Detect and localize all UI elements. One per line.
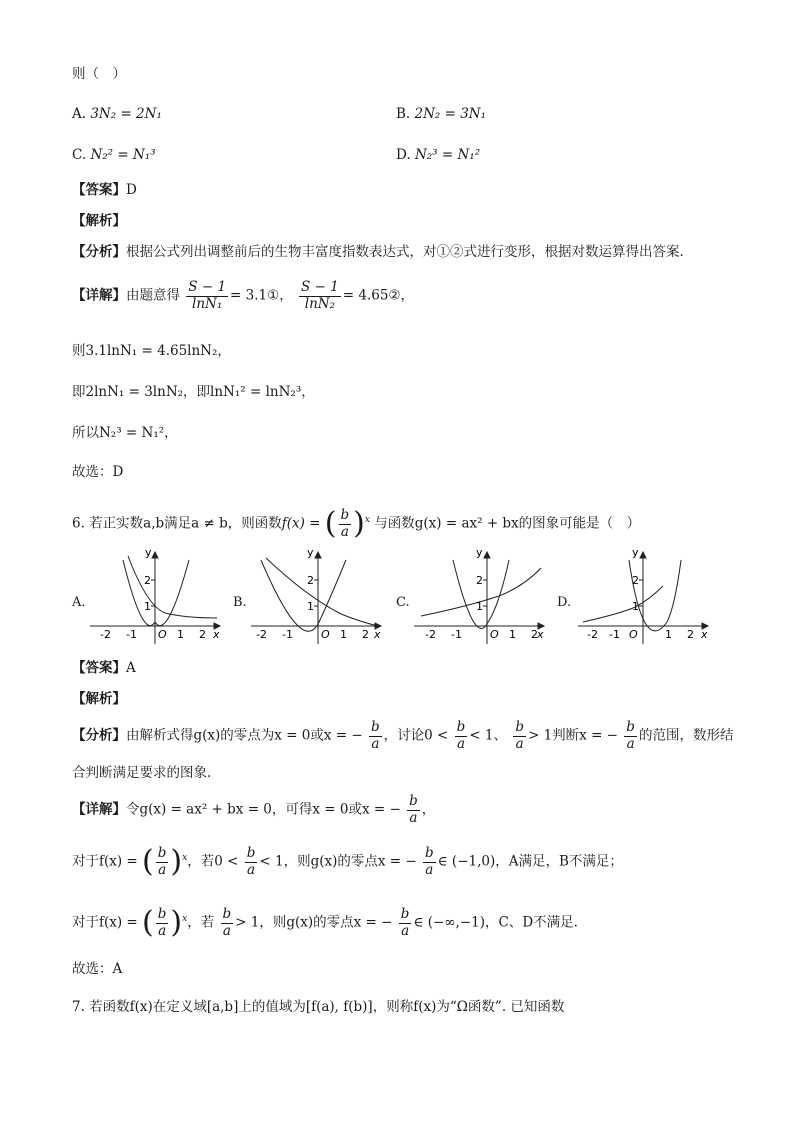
q6-fenxi-line2: 合判断满足要求的图象.: [72, 765, 212, 781]
q6-xiangjie: 【详解】令g(x) = ax² + bx = 0，可得x = 0或x = − $\frac{b}{a}$ ，: [72, 793, 436, 826]
q6-choose: 故选：A: [72, 961, 123, 977]
q5-step3: 所以N₂³ = N₁²，: [72, 425, 178, 441]
graph-c: [409, 546, 549, 646]
tick-y-d-1: 1: [632, 600, 639, 613]
q5-xiangjie: 【详解】由题意得 $\frac{S - 1}{\text{lnN₁}}$ = 3.1①， $\frac{S - 1}{\text{lnN₂}}$ = 4.65②，: [72, 279, 415, 312]
q5-option-d: D. N₂³ = N₁²: [396, 147, 481, 163]
q5-choose: 故选：D: [72, 464, 124, 480]
axis-o-c: O: [490, 628, 499, 641]
axis-x-b: x: [374, 628, 381, 641]
tick-x-d-4: 2: [687, 628, 694, 641]
axis-y-d: y: [632, 546, 639, 559]
q5-answer: 【答案】D: [72, 182, 137, 198]
tick-x-b-3: 1: [340, 628, 347, 641]
tick-x-d-2: -1: [609, 628, 620, 641]
tick-x-d-3: 1: [665, 628, 672, 641]
graph-label-a: A.: [72, 595, 86, 610]
axis-y-a: y: [145, 546, 152, 559]
q5-analysis-tag: 【解析】: [72, 213, 126, 229]
tick-y-a-1: 1: [144, 600, 151, 613]
q6-answer: 【答案】A: [72, 660, 136, 676]
graph-label-c: C.: [396, 595, 410, 610]
q7-stem: 7. 若函数f(x)在定义域[a,b]上的值域为[f(a), f(b)]，则称f(x)为“Ω函数”. 已知函数: [72, 999, 565, 1015]
q5-fenxi: 【分析】根据公式列出调整前后的生物丰富度指数表达式，对①②式进行变形，根据对数运算得出答案.: [72, 244, 684, 260]
tick-y-b-2: 2: [307, 574, 314, 587]
tick-x-b-4: 2: [362, 628, 369, 641]
q6-fenxi: 【分析】由解析式得g(x)的零点为x = 0或x = − $\frac{b}{a}$ ，讨论0 < $\frac{b}{a}$ < 1、 $\frac{b}{a}$ > 1判断x = − $\frac{b}{a}$ 的范围，数形结: [72, 719, 734, 752]
axis-o-a: O: [158, 628, 167, 641]
tick-x-a-4: 2: [199, 628, 206, 641]
q5-tail: 则（ ）: [72, 66, 126, 82]
tick-x-c-4: 2: [531, 628, 538, 641]
tick-y-c-1: 1: [476, 600, 483, 613]
tick-x-a-3: 1: [177, 628, 184, 641]
tick-y-a-2: 2: [144, 574, 151, 587]
axis-x-d: x: [701, 628, 708, 641]
q5-step2: 即2lnN₁ = 3lnN₂，即lnN₁² = lnN₂³，: [72, 384, 315, 400]
graph-d: [573, 546, 713, 646]
tick-y-b-1: 1: [307, 600, 314, 613]
axis-y-b: y: [307, 546, 314, 559]
tick-x-c-2: -1: [451, 628, 462, 641]
q5-option-c: C. N₂² = N₁³: [72, 147, 156, 163]
q5-option-b: B. 2N₂ = 3N₁: [396, 106, 487, 122]
axis-x-c: x: [537, 628, 544, 641]
axis-o-b: O: [321, 628, 330, 641]
tick-y-c-2: 2: [476, 574, 483, 587]
graph-a: [85, 546, 225, 646]
q6-stem: 6. 若正实数a,b满足a ≠ b，则函数f(x) = ( $\frac{b}{a}$ )$^x$ 与函数g(x) = ax² + bx的图象可能是（ ）: [72, 506, 641, 542]
axis-o-d: O: [629, 628, 638, 641]
axis-y-c: y: [476, 546, 483, 559]
q6-case1: 对于f(x) = ( $\frac{b}{a}$ )$^x$，若0 < $\frac{b}{a}$ < 1，则g(x)的零点x = − $\frac{b}{a}$ ∈ (−1,0)，A满足，B不满足；: [72, 844, 623, 880]
q6-case2: 对于f(x) = ( $\frac{b}{a}$ )$^x$，若 $\frac{b}{a}$ > 1，则g(x)的零点x = − $\frac{b}{a}$ ∈ (−∞,−1)，C、D不满足.: [72, 905, 578, 941]
q5-option-a: A. 3N₂ = 2N₁: [72, 106, 162, 122]
graph-label-d: D.: [557, 595, 572, 610]
tick-x-b-2: -1: [282, 628, 293, 641]
tick-x-d-1: -2: [587, 628, 598, 641]
graph-label-b: B.: [233, 595, 247, 610]
tick-x-c-3: 1: [509, 628, 516, 641]
q5-step1: 则3.1lnN₁ = 4.65lnN₂，: [72, 343, 231, 359]
q6-analysis-tag: 【解析】: [72, 691, 126, 707]
tick-x-c-1: -2: [425, 628, 436, 641]
tick-x-a-1: -2: [100, 628, 111, 641]
tick-x-a-2: -1: [126, 628, 137, 641]
tick-y-d-2: 2: [632, 574, 639, 587]
axis-x-a: x: [213, 628, 220, 641]
tick-x-b-1: -2: [256, 628, 267, 641]
graph-b: [246, 546, 386, 646]
